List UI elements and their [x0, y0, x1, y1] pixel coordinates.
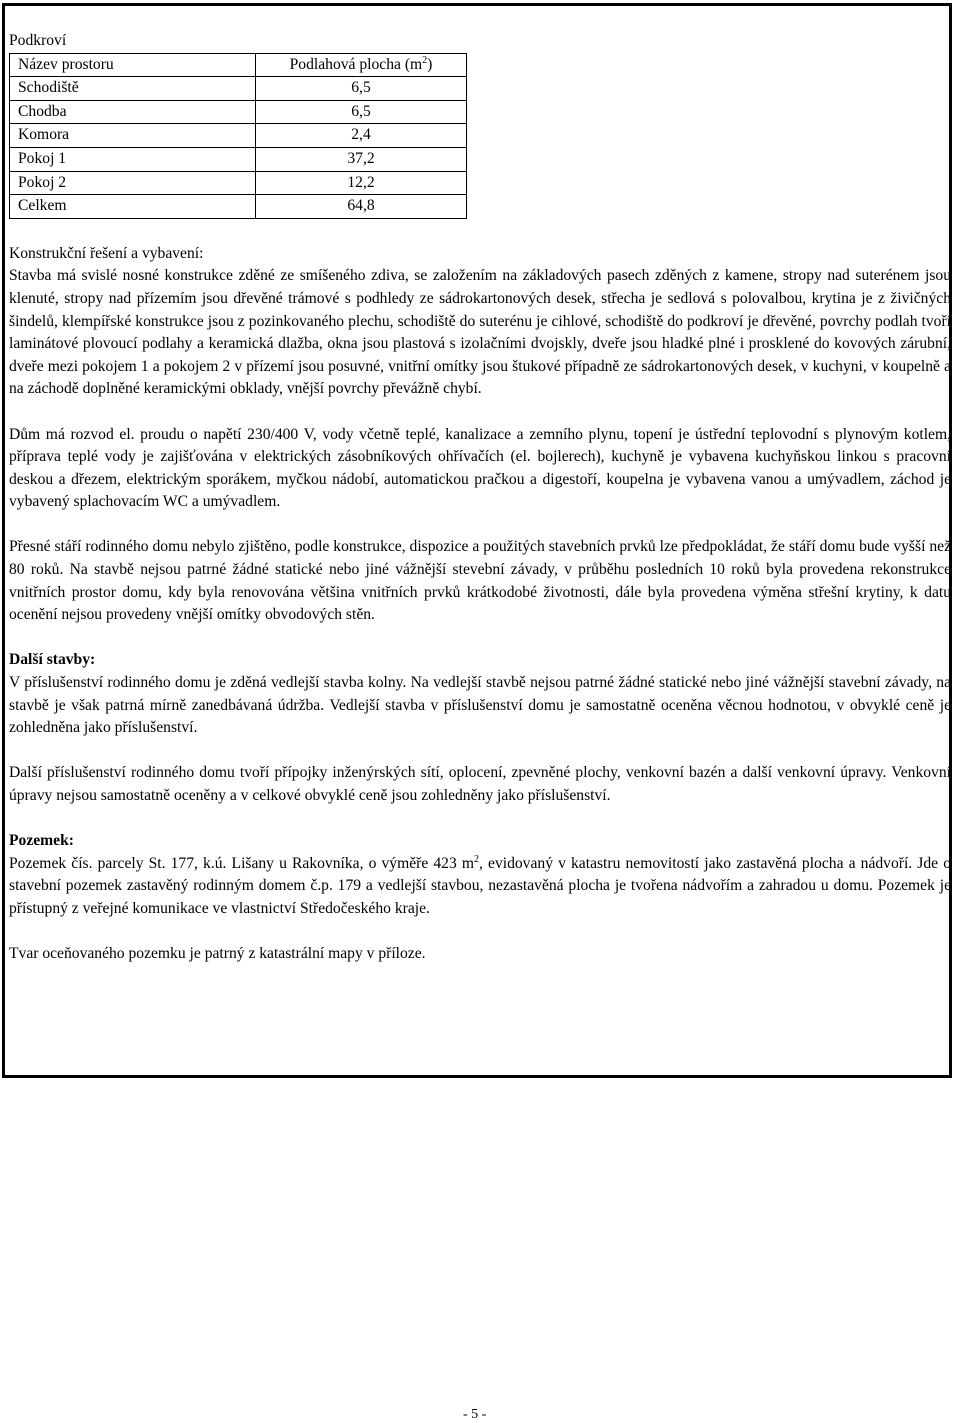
land-text: Pozemek čís. parcely St. 177, k.ú. Lišany u Rakovníka, o výměře 423 $m^2$, evidovaný v katastru nemovitostí jako zastavěná plocha a nádvoří. Jde o stavební pozemek zastavěný rodinným domem č.p. 179 a vedlejší stavbou, nezastavěná plocha je tvořena nádvořím a zahradou u domu. Pozemek je přístupný z veřejné komunikace ve vlastnictví Středočeského kraje. [9, 853, 951, 917]
table-row [10, 77, 467, 101]
table-row [10, 124, 467, 148]
room-area: 6,5 [256, 100, 467, 124]
room-name: Schodiště [10, 77, 256, 101]
construction-heading: Konstrukční řešení a vybavení: [9, 244, 204, 262]
room-area: 6,5 [256, 77, 467, 101]
accessories-text: Další příslušenství rodinného domu tvoří přípojky inženýrských sítí, oplocení, zpevněné plochy, venkovní bazén a další venkovní úpravy. Venkovní úpravy nejsou samostatně oceněny a v celkové obvyklé ceně jsou zohledněny jako příslušenství. [9, 764, 951, 804]
table-row [10, 147, 467, 171]
construction-text: Stavba má svislé nosné konstrukce zděné ze smíšeného zdiva, se založením na základových pasech zděných z kamene, stropy nad suterénem jsou klenuté, stropy nad přízemím jsou dřevěné trámové s podhledy ze sádrokartonových desek, střecha je sedlová s polovalbou, krytina je z živičných šindelů, klempířské konstrukce jsou z pozinkovaného plechu, schodiště do suterénu je cihlové, schodiště do podkroví je dřevěné, povrchy podlah tvoří laminátové plovoucí podlahy a keramická dlažba, okna jsou plastová s izolačními dvojskly, dveře jsou hladké plné i prosklené do kovových zárubní, dveře mezi pokojem 1 a pokojem 2 v přízemí jsou posuvné, vnitřní omítky jsou štukové případně ze sádrokartonových desek, v kuchyni, v koupelně a na záchodě doplněné keramickými obklady, vnější povrchy převážně chybí. [9, 267, 951, 398]
room-name: Komora [10, 124, 256, 148]
area-table [9, 53, 467, 219]
table-row [10, 171, 467, 195]
document-body [9, 30, 951, 966]
land-heading: Pozemek: [9, 832, 74, 850]
header-name: Název prostoru [10, 53, 256, 77]
table-header-row [10, 53, 467, 77]
room-area: 12,2 [256, 171, 467, 195]
section-title: Podkroví [9, 32, 67, 49]
age-text: Přesné stáří rodinného domu nebylo zjištěno, podle konstrukce, dispozice a použitých stavebních prvků lze předpokládat, že stáří domu bude vyšší než 80 roků. Na stavbě nejsou patrné žádné statické nebo jiné vážnější stevební závady, v průběhu posledních 10 roků byla provedena rekonstrukce vnitřních prostor domu, kdy byla renovována většina vnitřních prvků krátkodobé životnosti, dále byla provedena výměna střešní krytiny, k datu ocenění nejsou provedeny vnější omítky obvodových stěn. [9, 538, 951, 624]
table-row [10, 100, 467, 124]
total-label: Celkem [10, 195, 256, 219]
room-area: 2,4 [256, 124, 467, 148]
room-name: Pokoj 1 [10, 147, 256, 171]
total-area: 64,8 [256, 195, 467, 219]
utilities-text: Dům má rozvod el. proudu o napětí 230/400 V, vody včetně teplé, kanalizace a zemního plynu, topení je ústřední teplovodní s plynovým kotlem, příprava teplé vody je zajišťována v elektrických zásobníkových ohřívačích (el. bojlerech), kuchyně je vybavena kuchyňskou linkou s pracovní deskou a dřezem, elektrickým sporákem, myčkou nádobí, automatickou pračkou a digestoří, koupelna je vybavena vanou a umývadlem, záchod je vybavený splachovacím WC a umývadlem. [9, 425, 951, 511]
room-area: 37,2 [256, 147, 467, 171]
other-buildings-text: V příslušenství rodinného domu je zděná vedlejší stavba kolny. Na vedlejší stavbě nejsou patrné žádné statické nebo jiné vážnější stavební závady, na stavbě je však patrná mírně zanedbávaná údržba. Vedlejší stavba v příslušenství domu je samostatně oceněna věcnou hodnotou, v obvyklé ceně je zohledněna jako příslušenství. [9, 674, 951, 737]
other-buildings-heading: Další stavby: [9, 651, 96, 669]
room-name: Chodba [10, 100, 256, 124]
room-name: Pokoj 2 [10, 171, 256, 195]
header-area: Podlahová plocha $(m^2)$ [256, 53, 467, 77]
table-row-total [10, 195, 467, 219]
land-map-note: Tvar oceňovaného pozemku je patrný z katastrální mapy v příloze. [9, 945, 426, 963]
